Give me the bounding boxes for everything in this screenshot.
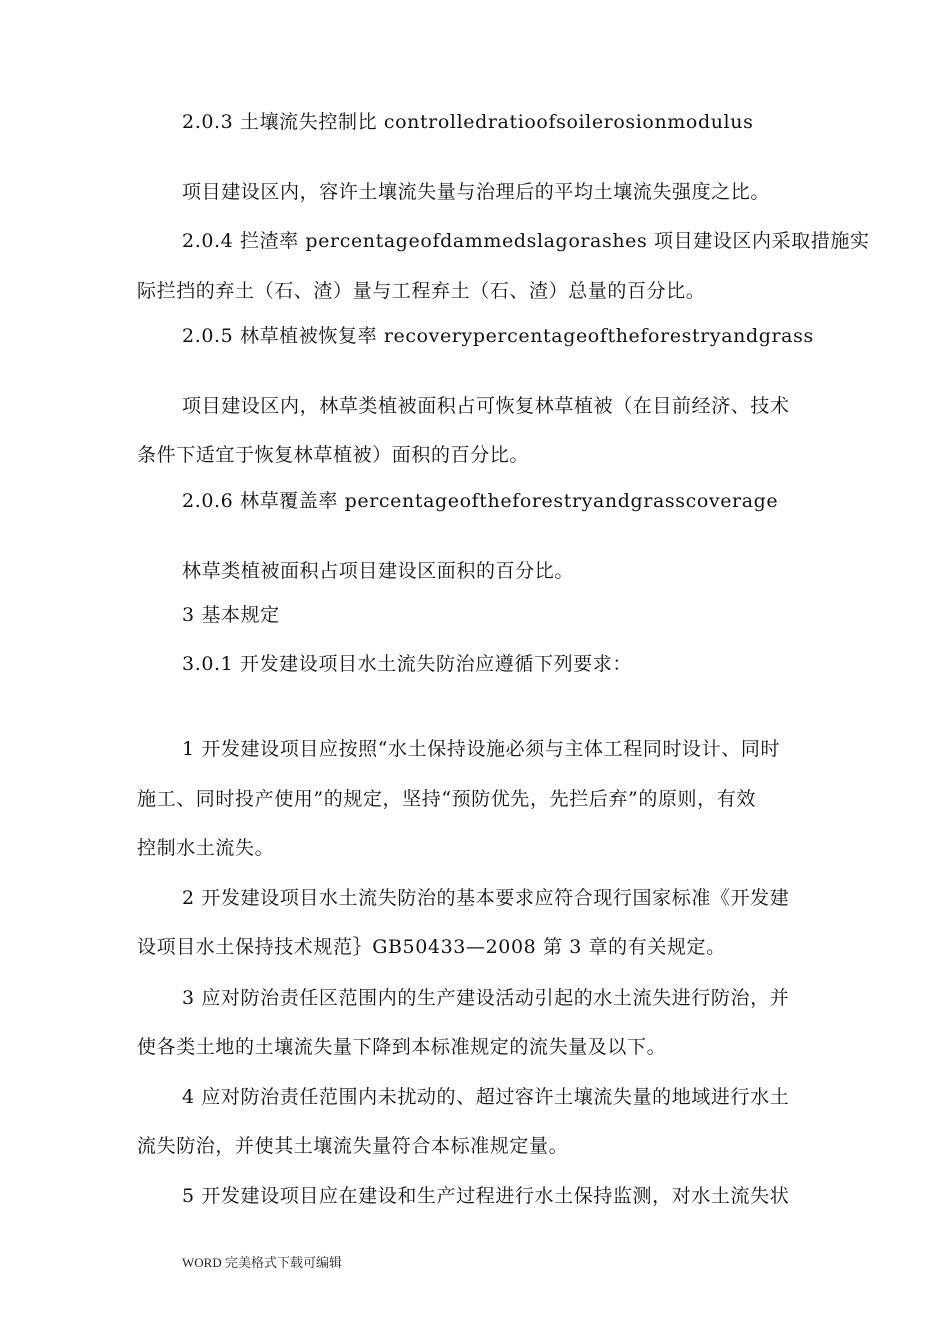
- section-2-0-5-body-line-1: 项目建设区内，林草类植被面积占可恢复林草植被（在目前经济、技术: [182, 395, 790, 417]
- section-2-0-3-heading: 2.0.3 土壤流失控制比 controlledratioofsoilerosionmodulus: [182, 111, 754, 133]
- item-4-line-2: 流失防治，并使其土壤流失量符合本标准规定量。: [137, 1135, 569, 1157]
- item-1-line-2: 施工、同时投产使用”的规定，坚持“预防优先，先拦后弃”的原则，有效: [137, 788, 756, 810]
- item-1-line-1: 1 开发建设项目应按照“水土保持设施必须与主体工程同时设计、同时: [182, 738, 781, 760]
- section-3-0-1-heading: 3.0.1 开发建设项目水土流失防治应遵循下列要求：: [182, 653, 632, 675]
- section-2-0-6-body: 林草类植被面积占项目建设区面积的百分比。: [182, 560, 575, 582]
- item-3-line-2: 使各类土地的土壤流失量下降到本标准规定的流失量及以下。: [137, 1036, 667, 1058]
- section-2-0-5-heading: 2.0.5 林草植被恢复率 recoverypercentageoftheforestryandgrass: [182, 325, 814, 347]
- section-2-0-4-heading: 2.0.4 拦渣率 percentageofdammedslagorashes 项目建设区内采取措施实: [182, 230, 870, 252]
- item-3-line-1: 3 应对防治责任区范围内的生产建设活动引起的水土流失进行防治，并: [182, 987, 790, 1009]
- section-2-0-5-body-line-2: 条件下适宜于恢复林草植被）面积的百分比。: [137, 444, 530, 466]
- section-2-0-6-heading: 2.0.6 林草覆盖率 percentageoftheforestryandgrasscoverage: [182, 490, 779, 512]
- section-2-0-4-body: 际拦挡的弃土（石、渣）量与工程弃土（石、渣）总量的百分比。: [137, 280, 706, 302]
- item-5-line-1: 5 开发建设项目应在建设和生产过程进行水土保持监测，对水土流失状: [182, 1185, 790, 1207]
- section-2-0-3-body: 项目建设区内，容许土壤流失量与治理后的平均土壤流失强度之比。: [182, 181, 771, 203]
- page-footer: WORD 完美格式下载可编辑: [182, 1255, 342, 1270]
- chapter-3-heading: 3 基本规定: [182, 604, 280, 626]
- item-2-line-1: 2 开发建设项目水土流失防治的基本要求应符合现行国家标准《开发建: [182, 887, 790, 909]
- item-1-line-3: 控制水土流失。: [137, 837, 275, 859]
- item-2-line-2: 设项目水土保持技术规范｝GB50433—2008 第 3 章的有关规定。: [137, 936, 726, 958]
- item-4-line-1: 4 应对防治责任范围内未扰动的、超过容许土壤流失量的地域进行水土: [182, 1086, 790, 1108]
